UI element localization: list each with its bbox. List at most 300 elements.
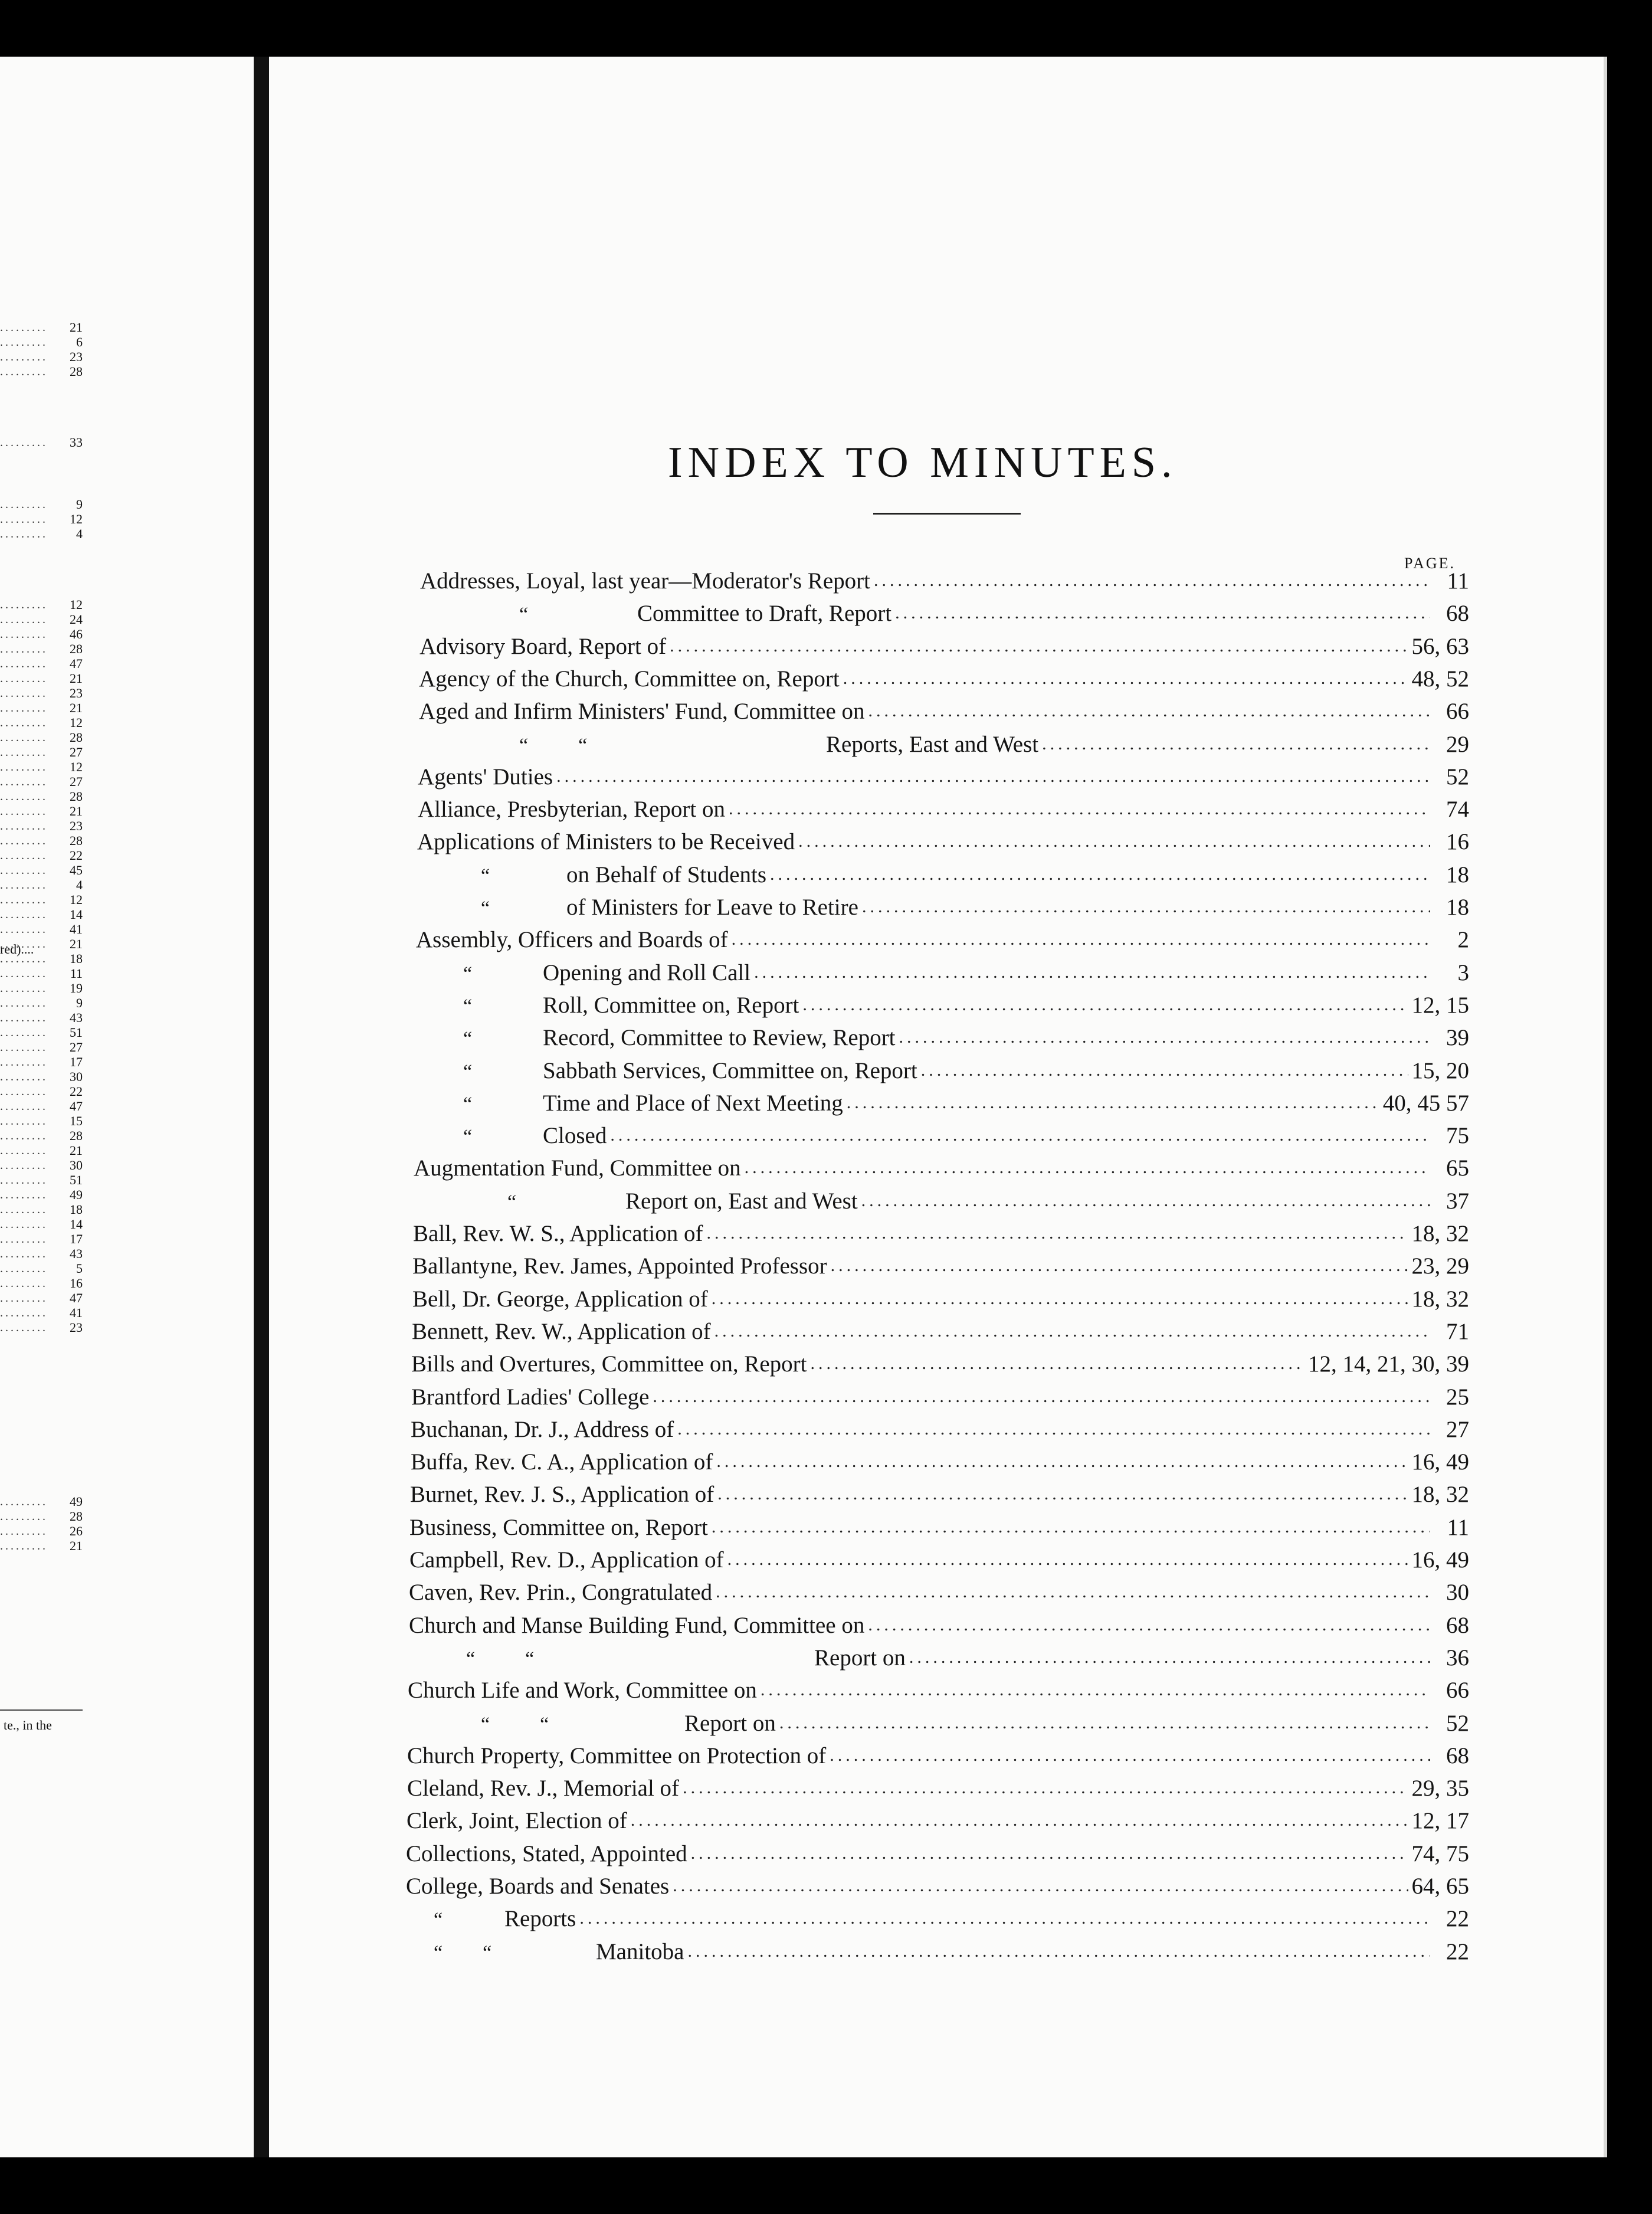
previous-page-number: 27 bbox=[70, 1040, 83, 1054]
ditto-mark: “ bbox=[519, 603, 529, 625]
dot-leader bbox=[0, 1026, 45, 1040]
previous-page-number: 12 bbox=[70, 512, 83, 526]
previous-page-number: 5 bbox=[76, 1261, 83, 1276]
dot-leader bbox=[579, 1908, 1430, 1928]
previous-page-number: 21 bbox=[70, 1143, 83, 1158]
entry-label bbox=[412, 1318, 711, 1345]
dot-leader bbox=[0, 321, 45, 335]
entry-page-numbers: 56, 63 bbox=[1411, 633, 1469, 659]
dot-leader bbox=[810, 1354, 1304, 1374]
ditto-mark: “ “ bbox=[519, 734, 588, 756]
previous-page-number: 9 bbox=[76, 995, 83, 1010]
dot-leader bbox=[0, 805, 45, 818]
entry-page-numbers: 29 bbox=[1446, 731, 1469, 757]
dot-leader bbox=[830, 1745, 1430, 1766]
entry-page-numbers: 22 bbox=[1446, 1938, 1469, 1964]
dot-leader bbox=[0, 598, 45, 612]
entry-label bbox=[419, 633, 666, 660]
ditto-mark: “ bbox=[481, 864, 490, 887]
dot-leader bbox=[0, 834, 45, 848]
previous-page-number: 21 bbox=[70, 700, 83, 715]
entry-text: Record, Committee to Review, Report bbox=[543, 1024, 896, 1050]
entry-text: Business, Committee on, Report bbox=[409, 1514, 708, 1540]
dot-leader bbox=[847, 1093, 1379, 1113]
dot-leader bbox=[909, 1648, 1430, 1668]
entry-page-numbers: 40, 45 57 bbox=[1382, 1090, 1469, 1116]
previous-page-number: 28 bbox=[70, 789, 83, 804]
entry-page-numbers: 74, 75 bbox=[1411, 1840, 1469, 1866]
entry-page-numbers: 37 bbox=[1446, 1188, 1469, 1214]
entry-label bbox=[463, 992, 799, 1018]
previous-page-number: 21 bbox=[70, 1538, 83, 1553]
previous-page-number: 51 bbox=[70, 1172, 83, 1187]
index-entry bbox=[409, 1544, 1469, 1575]
dot-leader bbox=[0, 1041, 45, 1054]
index-entry bbox=[463, 1022, 1469, 1053]
dot-leader bbox=[0, 1525, 45, 1538]
previous-page-number: 15 bbox=[70, 1113, 83, 1128]
index-entry bbox=[407, 1805, 1469, 1836]
index-entry bbox=[407, 1740, 1469, 1771]
dot-leader bbox=[687, 1941, 1430, 1961]
previous-page-number: 23 bbox=[70, 686, 83, 700]
dot-leader bbox=[0, 528, 45, 541]
entry-text: Advisory Board, Report of bbox=[419, 633, 667, 659]
entry-label bbox=[407, 1807, 627, 1834]
ditto-mark: “ bbox=[463, 1125, 473, 1148]
previous-page-number: 28 bbox=[70, 641, 83, 656]
entry-label bbox=[481, 862, 766, 888]
entry-text: Brantford Ladies' College bbox=[411, 1384, 650, 1410]
entry-page-numbers: 27 bbox=[1446, 1416, 1469, 1442]
entry-text: Church Property, Committee on Protection of bbox=[407, 1743, 827, 1768]
entry-text: Roll, Committee on, Report bbox=[543, 992, 799, 1018]
dot-leader bbox=[899, 1027, 1430, 1047]
dot-leader bbox=[0, 731, 45, 745]
dot-leader bbox=[691, 1843, 1408, 1863]
entry-text: Reports, East and West bbox=[826, 731, 1039, 757]
entry-page-numbers: 74 bbox=[1446, 796, 1469, 822]
dot-leader bbox=[0, 775, 45, 789]
dot-leader bbox=[0, 657, 45, 671]
dot-leader bbox=[712, 1517, 1430, 1537]
previous-page-number: 47 bbox=[70, 1099, 83, 1113]
index-entry bbox=[481, 859, 1469, 890]
dot-leader bbox=[868, 701, 1430, 721]
dot-leader bbox=[754, 962, 1430, 982]
dot-leader bbox=[0, 1203, 45, 1217]
index-entry bbox=[463, 1120, 1469, 1151]
dot-leader bbox=[0, 820, 45, 833]
entry-page-numbers: 29, 35 bbox=[1411, 1775, 1469, 1801]
index-entry bbox=[406, 1838, 1469, 1869]
dot-leader bbox=[716, 1582, 1430, 1602]
index-entry bbox=[419, 631, 1469, 661]
dot-leader bbox=[0, 1129, 45, 1143]
entry-label bbox=[519, 600, 891, 627]
previous-page-number: 17 bbox=[70, 1232, 83, 1246]
index-entry bbox=[416, 924, 1469, 955]
entry-text: Buffa, Rev. C. A., Application of bbox=[411, 1449, 713, 1475]
index-entry bbox=[519, 729, 1469, 759]
entry-label bbox=[409, 1514, 708, 1541]
dot-leader bbox=[0, 628, 45, 641]
dot-leader bbox=[0, 864, 45, 877]
previous-page-number: 43 bbox=[70, 1010, 83, 1025]
entry-label bbox=[418, 796, 725, 823]
dot-leader bbox=[745, 1158, 1430, 1178]
index-entry bbox=[481, 892, 1469, 922]
dot-leader bbox=[670, 636, 1408, 656]
dot-leader bbox=[0, 365, 45, 379]
ditto-mark: “ bbox=[463, 995, 473, 1017]
previous-page bbox=[0, 57, 254, 2157]
previous-page-number: 41 bbox=[70, 1305, 83, 1320]
entry-label bbox=[420, 568, 870, 594]
ditto-mark: “ bbox=[434, 1908, 443, 1931]
index-entry bbox=[463, 1055, 1469, 1086]
index-entry bbox=[409, 1512, 1469, 1542]
entry-page-numbers: 52 bbox=[1446, 764, 1469, 790]
index-entry bbox=[419, 663, 1469, 694]
index-entry bbox=[411, 1446, 1469, 1477]
dot-leader bbox=[0, 1495, 45, 1509]
previous-page-number: 43 bbox=[70, 1246, 83, 1261]
index-entry bbox=[519, 598, 1469, 628]
previous-page-number: 4 bbox=[76, 877, 83, 892]
index-entry bbox=[409, 1577, 1469, 1607]
index-entry bbox=[481, 1708, 1469, 1738]
dot-leader bbox=[874, 571, 1430, 591]
previous-page-number: 41 bbox=[70, 922, 83, 936]
previous-page-number: 16 bbox=[70, 1276, 83, 1291]
entry-text: Opening and Roll Call bbox=[543, 959, 751, 985]
entry-page-numbers: 25 bbox=[1446, 1384, 1469, 1410]
entry-page-numbers: 11 bbox=[1447, 568, 1469, 594]
previous-page-number: 47 bbox=[70, 1291, 83, 1305]
entry-label bbox=[463, 1122, 607, 1149]
index-entry bbox=[466, 1642, 1469, 1673]
dot-leader bbox=[0, 1056, 45, 1069]
dot-leader bbox=[729, 799, 1430, 819]
entry-page-numbers: 16 bbox=[1446, 828, 1469, 854]
dot-leader bbox=[802, 995, 1408, 1015]
entry-page-numbers: 15, 20 bbox=[1411, 1057, 1469, 1083]
previous-page-number: 28 bbox=[70, 833, 83, 848]
entry-page-numbers: 75 bbox=[1446, 1122, 1469, 1148]
entry-text: Bills and Overtures, Committee on, Report bbox=[411, 1351, 807, 1377]
dot-leader bbox=[0, 716, 45, 730]
entry-page-numbers: 68 bbox=[1446, 1612, 1469, 1638]
entry-page-numbers: 18 bbox=[1446, 862, 1469, 887]
previous-page-number: 21 bbox=[70, 804, 83, 818]
entry-label bbox=[418, 764, 553, 790]
index-entry bbox=[412, 1250, 1469, 1281]
dot-leader bbox=[0, 1100, 45, 1113]
dot-leader bbox=[0, 893, 45, 907]
dot-leader bbox=[0, 879, 45, 892]
dot-leader bbox=[831, 1256, 1408, 1276]
entry-label bbox=[466, 1645, 906, 1671]
entry-page-numbers: 12, 14, 21, 30, 39 bbox=[1308, 1351, 1469, 1377]
previous-page-number: 19 bbox=[70, 981, 83, 995]
dot-leader bbox=[0, 643, 45, 656]
ditto-mark: “ bbox=[481, 897, 490, 919]
dot-leader bbox=[717, 1484, 1408, 1504]
dot-leader bbox=[706, 1223, 1408, 1243]
entry-text: Campbell, Rev. D., Application of bbox=[409, 1547, 724, 1573]
entry-page-numbers: 18, 32 bbox=[1411, 1481, 1469, 1507]
dot-leader bbox=[0, 1292, 45, 1305]
dot-leader bbox=[868, 1615, 1430, 1635]
entry-text: Church Life and Work, Committee on bbox=[408, 1677, 757, 1703]
dot-leader bbox=[0, 1262, 45, 1276]
entry-label bbox=[463, 1090, 843, 1116]
dot-leader bbox=[0, 1070, 45, 1084]
dot-leader bbox=[843, 669, 1408, 689]
index-entry bbox=[463, 957, 1469, 988]
dot-leader bbox=[779, 1713, 1430, 1733]
entry-text: Aged and Infirm Ministers' Fund, Committee on bbox=[419, 698, 865, 724]
previous-page-index-line bbox=[0, 1537, 254, 1555]
dot-leader bbox=[0, 513, 45, 526]
previous-page-number: 4 bbox=[76, 526, 83, 541]
index-entry bbox=[406, 1871, 1469, 1901]
title-rule bbox=[873, 513, 1021, 515]
previous-page-number: 49 bbox=[70, 1187, 83, 1202]
entry-label bbox=[434, 1938, 684, 1965]
index-entry bbox=[408, 1675, 1469, 1705]
entry-page-numbers: 39 bbox=[1446, 1024, 1469, 1050]
previous-page-fragment: red).... bbox=[0, 942, 34, 957]
entry-label bbox=[406, 1873, 669, 1899]
entry-label bbox=[416, 926, 728, 953]
entry-label bbox=[407, 1743, 826, 1769]
previous-page-number: 49 bbox=[70, 1494, 83, 1509]
entry-label bbox=[519, 731, 1038, 758]
previous-page-index-line bbox=[0, 525, 254, 543]
dot-leader bbox=[0, 351, 45, 364]
dot-leader bbox=[0, 967, 45, 981]
entry-page-numbers: 18, 32 bbox=[1411, 1220, 1469, 1246]
entry-page-numbers: 71 bbox=[1446, 1318, 1469, 1344]
entry-text: Report on bbox=[814, 1645, 906, 1671]
dot-leader bbox=[677, 1419, 1430, 1439]
entry-label bbox=[407, 1775, 679, 1802]
entry-page-numbers: 64, 65 bbox=[1411, 1873, 1469, 1899]
previous-page-number: 18 bbox=[70, 951, 83, 966]
index-entry bbox=[413, 1218, 1469, 1249]
previous-page-number: 9 bbox=[76, 497, 83, 512]
entry-label bbox=[412, 1286, 708, 1312]
dot-leader bbox=[0, 746, 45, 759]
entry-text: Reports bbox=[504, 1905, 576, 1931]
dot-leader bbox=[0, 1085, 45, 1099]
dot-leader bbox=[727, 1550, 1408, 1570]
ditto-mark: “ bbox=[463, 962, 473, 985]
previous-page-number: 28 bbox=[70, 1509, 83, 1524]
dot-leader bbox=[0, 436, 45, 450]
entry-page-numbers: 3 bbox=[1457, 959, 1469, 985]
dot-leader bbox=[0, 1174, 45, 1187]
entry-text: Closed bbox=[543, 1122, 607, 1148]
entry-text: Ball, Rev. W. S., Application of bbox=[413, 1220, 703, 1246]
entry-page-numbers: 18, 32 bbox=[1411, 1286, 1469, 1312]
entry-page-numbers: 12, 15 bbox=[1411, 992, 1469, 1018]
dot-leader bbox=[0, 1277, 45, 1291]
index-entry bbox=[418, 794, 1469, 824]
previous-page-index-line bbox=[0, 1319, 254, 1337]
index-entry bbox=[411, 1414, 1469, 1445]
page-title: INDEX TO MINUTES. bbox=[668, 438, 1178, 487]
previous-page-number: 28 bbox=[70, 364, 83, 379]
index-entry bbox=[463, 1088, 1469, 1118]
previous-page-footnote: te., in the bbox=[4, 1718, 52, 1732]
entry-text: Bell, Dr. George, Application of bbox=[412, 1286, 708, 1312]
dot-leader bbox=[683, 1778, 1408, 1798]
ditto-mark: “ bbox=[507, 1191, 517, 1213]
dot-leader bbox=[0, 613, 45, 627]
entry-text: Ballantyne, Rev. James, Appointed Professor bbox=[412, 1253, 827, 1279]
dot-leader bbox=[0, 1306, 45, 1320]
entry-page-numbers: 16, 49 bbox=[1411, 1449, 1469, 1475]
entry-label bbox=[406, 1840, 687, 1867]
entry-page-numbers: 30 bbox=[1446, 1579, 1469, 1605]
previous-page-rule bbox=[0, 1709, 83, 1711]
index-entry bbox=[434, 1936, 1469, 1967]
dot-leader bbox=[0, 1540, 45, 1553]
entry-text: Burnet, Rev. J. S., Application of bbox=[410, 1481, 714, 1507]
dot-leader bbox=[0, 336, 45, 349]
dot-leader bbox=[770, 864, 1430, 885]
dot-leader bbox=[716, 1452, 1408, 1472]
page-edge bbox=[1604, 57, 1607, 2157]
dot-leader bbox=[0, 1188, 45, 1202]
entry-text: Manitoba bbox=[596, 1938, 684, 1964]
dot-leader bbox=[1042, 734, 1430, 754]
entry-text: Sabbath Services, Committee on, Report bbox=[543, 1057, 917, 1083]
previous-page-number: 12 bbox=[70, 597, 83, 612]
index-entry bbox=[412, 1283, 1469, 1314]
index-entry bbox=[411, 1348, 1469, 1379]
previous-page-number: 21 bbox=[70, 320, 83, 335]
dot-leader bbox=[0, 1510, 45, 1524]
entry-text: of Ministers for Leave to Retire bbox=[566, 894, 858, 920]
entry-label bbox=[481, 1710, 776, 1737]
entry-page-numbers: 22 bbox=[1446, 1905, 1469, 1931]
dot-leader bbox=[0, 1144, 45, 1158]
entry-page-numbers: 68 bbox=[1446, 1743, 1469, 1768]
dot-leader bbox=[0, 1233, 45, 1246]
entry-label bbox=[463, 1057, 917, 1084]
entry-text: Assembly, Officers and Boards of bbox=[416, 926, 728, 952]
dot-leader bbox=[0, 1321, 45, 1335]
entry-text: Report on, East and West bbox=[625, 1188, 858, 1214]
entry-text: Addresses, Loyal, last year—Moderator's Report bbox=[420, 568, 870, 594]
dot-leader bbox=[921, 1060, 1408, 1080]
entry-label bbox=[413, 1220, 703, 1247]
entry-text: Buchanan, Dr. J., Address of bbox=[411, 1416, 674, 1442]
index-entry bbox=[420, 565, 1469, 596]
dot-leader bbox=[714, 1321, 1430, 1341]
entry-page-numbers: 16, 49 bbox=[1411, 1547, 1469, 1573]
entry-label bbox=[414, 1155, 741, 1181]
dot-leader bbox=[712, 1289, 1408, 1309]
previous-page-number: 14 bbox=[70, 1217, 83, 1232]
dot-leader bbox=[0, 923, 45, 936]
dot-leader bbox=[0, 982, 45, 995]
dot-leader bbox=[0, 672, 45, 686]
dot-leader bbox=[0, 702, 45, 715]
index-entry bbox=[507, 1185, 1469, 1216]
previous-page-number: 24 bbox=[70, 612, 83, 627]
book-spine bbox=[254, 57, 269, 2157]
entry-label bbox=[419, 698, 865, 725]
ditto-mark: “ bbox=[463, 1060, 473, 1083]
dot-leader bbox=[631, 1810, 1408, 1830]
entry-label bbox=[410, 1481, 714, 1508]
index-entry bbox=[434, 1903, 1469, 1934]
entry-label bbox=[481, 894, 858, 921]
ditto-mark: “ “ bbox=[466, 1648, 535, 1670]
entry-label bbox=[463, 1024, 896, 1051]
previous-page-number: 45 bbox=[70, 863, 83, 877]
entry-label bbox=[409, 1547, 724, 1573]
dot-leader bbox=[0, 1247, 45, 1261]
dot-leader bbox=[0, 687, 45, 700]
ditto-mark: “ “ bbox=[434, 1941, 492, 1964]
ditto-mark: “ bbox=[463, 1027, 473, 1050]
entry-page-numbers: 18 bbox=[1446, 894, 1469, 920]
dot-leader bbox=[653, 1387, 1430, 1407]
entry-page-numbers: 68 bbox=[1446, 600, 1469, 626]
previous-page-number: 30 bbox=[70, 1069, 83, 1084]
previous-page-number: 51 bbox=[70, 1025, 83, 1040]
entry-text: Report on bbox=[684, 1710, 776, 1736]
dot-leader bbox=[895, 603, 1430, 623]
entry-page-numbers: 48, 52 bbox=[1411, 666, 1469, 692]
previous-page-number: 12 bbox=[70, 759, 83, 774]
previous-page-index-line bbox=[0, 434, 254, 451]
entry-label bbox=[409, 1612, 864, 1639]
entry-label bbox=[411, 1351, 807, 1377]
ditto-mark: “ bbox=[463, 1093, 473, 1115]
entry-page-numbers: 36 bbox=[1446, 1645, 1469, 1671]
previous-page-number: 12 bbox=[70, 892, 83, 907]
entry-label bbox=[411, 1449, 713, 1475]
dot-leader bbox=[0, 1218, 45, 1232]
previous-page-number: 23 bbox=[70, 1320, 83, 1335]
page-column-header: PAGE. bbox=[1404, 555, 1456, 572]
previous-page-number: 6 bbox=[76, 335, 83, 349]
dot-leader bbox=[0, 498, 45, 512]
dot-leader bbox=[0, 997, 45, 1010]
previous-page-number: 30 bbox=[70, 1158, 83, 1172]
previous-page-number: 22 bbox=[70, 1084, 83, 1099]
entry-label bbox=[434, 1905, 576, 1932]
dot-leader bbox=[861, 1191, 1430, 1211]
dot-leader bbox=[0, 1011, 45, 1025]
previous-page-number: 11 bbox=[70, 966, 83, 981]
previous-page-number: 22 bbox=[70, 848, 83, 863]
previous-page-index-line bbox=[0, 363, 254, 381]
previous-page-number: 26 bbox=[70, 1524, 83, 1538]
entry-text: College, Boards and Senates bbox=[406, 1873, 670, 1899]
entry-label bbox=[463, 959, 750, 986]
previous-page-number: 21 bbox=[70, 671, 83, 686]
entry-label bbox=[412, 1253, 827, 1279]
previous-page-number: 46 bbox=[70, 627, 83, 641]
